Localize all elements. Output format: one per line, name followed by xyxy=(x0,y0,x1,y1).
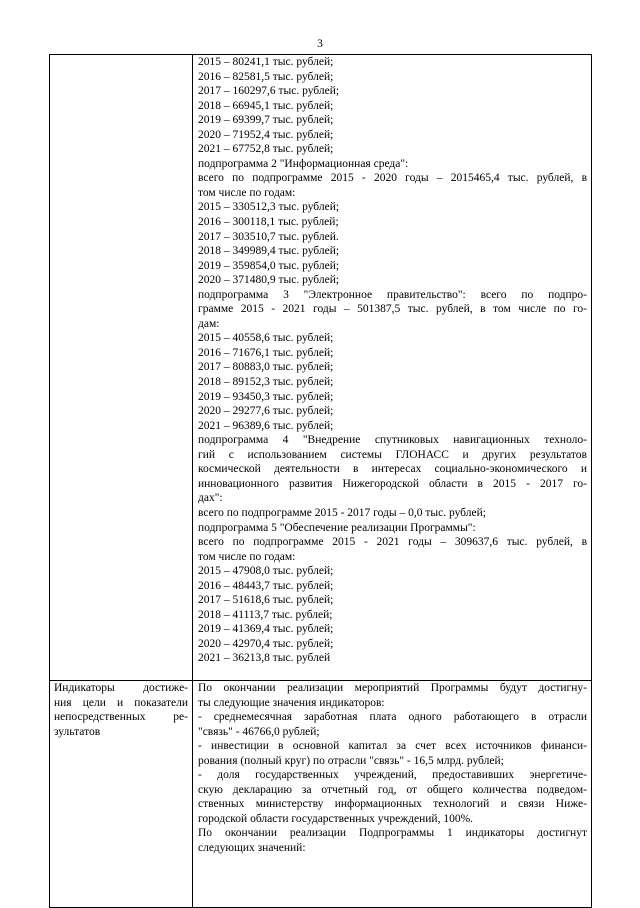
text-line: 2018 – 66945,1 тыс. рублей; xyxy=(198,99,334,112)
text-line: - инвестиции в основной капитал за счет всех источников финанси- xyxy=(198,740,587,753)
text-line: 2018 – 89152,3 тыс. рублей; xyxy=(198,376,334,389)
text-line: 2020 – 371480,9 тыс. рублей; xyxy=(198,274,340,287)
text-line: 2019 – 41369,4 тыс. рублей; xyxy=(198,623,334,636)
text-line: 2019 – 359854,0 тыс. рублей; xyxy=(198,259,340,272)
text-line: 2019 – 69399,7 тыс. рублей; xyxy=(198,114,334,127)
text-line: зультатов xyxy=(54,725,101,738)
text-line: всего по подпрограмме 2015 - 2020 годы – 2015465,4 тыс. рублей, в xyxy=(198,172,587,185)
text-line: 2021 – 67752,8 тыс. рублей; xyxy=(198,143,334,156)
text-line: 2017 – 80883,0 тыс. рублей; xyxy=(198,361,334,374)
text-line: грамме 2015 - 2021 годы – 501387,5 тыс. рублей, в том числе по го- xyxy=(198,303,587,316)
text-line: подпрограмма 4 "Внедрение спутниковых навигационных техноло- xyxy=(198,434,587,447)
text-line: 2016 – 71676,1 тыс. рублей; xyxy=(198,346,334,359)
text-line: гий с использованием системы ГЛОНАСС и других результатов xyxy=(198,448,587,461)
passport-table xyxy=(49,54,592,908)
text-line: ты следующие значения индикаторов: xyxy=(198,696,385,709)
text-line: 2015 – 330512,3 тыс. рублей; xyxy=(198,201,340,214)
indicators-text xyxy=(193,681,591,856)
text-line: космической деятельности в интересах социально-экономического и xyxy=(198,463,587,476)
left-cell xyxy=(50,681,193,908)
text-line: 2017 – 303510,7 тыс. рублей. xyxy=(198,230,339,243)
text-line: По окончании реализации Подпрограммы 1 индикаторы достигнут xyxy=(198,827,587,840)
text-line: 2020 – 42970,4 тыс. рублей; xyxy=(198,637,334,650)
text-line: 2017 – 160297,6 тыс. рублей; xyxy=(198,85,340,98)
table-row xyxy=(50,681,592,908)
text-line: 2015 – 40558,6 тыс. рублей; xyxy=(198,332,334,345)
indicators-label xyxy=(50,681,192,739)
text-line: 2016 – 82581,5 тыс. рублей; xyxy=(198,70,334,83)
right-cell xyxy=(193,681,592,908)
text-line: скую декларацию за отчетный год, от общего количества подведом- xyxy=(198,783,587,796)
text-line: городской области государственных учреждений, 100%. xyxy=(198,812,474,825)
text-line: 2018 – 349989,4 тыс. рублей; xyxy=(198,245,340,258)
text-line: ственных министерству информационных технологий и связи Ниже- xyxy=(198,798,587,811)
text-line: 2016 – 48443,7 тыс. рублей; xyxy=(198,579,334,592)
text-line: 2020 – 29277,6 тыс. рублей; xyxy=(198,405,334,418)
text-line: 2017 – 51618,6 тыс. рублей; xyxy=(198,594,334,607)
text-line: 2015 – 80241,1 тыс. рублей; xyxy=(198,56,334,68)
text-line: том числе по годам: xyxy=(198,186,296,199)
text-line: подпрограмма 2 "Информационная среда": xyxy=(198,157,409,170)
text-line: 2021 – 96389,6 тыс. рублей; xyxy=(198,419,334,432)
text-line: подпрограмма 5 "Обеспечение реализации Программы": xyxy=(198,521,476,534)
right-cell xyxy=(193,55,592,681)
left-cell xyxy=(50,55,193,681)
text-line: рования (полный круг) по отрасли "связь" - 16,5 млрд. рублей; xyxy=(198,754,504,767)
text-line: ния цели и показатели xyxy=(54,696,188,709)
text-line: 2021 – 36213,8 тыс. рублей xyxy=(198,652,331,665)
text-line: 2019 – 93450,3 тыс. рублей; xyxy=(198,390,334,403)
text-line: - доля государственных учреждений, предоставивших энергетиче- xyxy=(198,769,587,782)
table-row xyxy=(50,55,592,681)
text-line: инновационного развития Нижегородской области в 2015 - 2017 го- xyxy=(198,477,587,490)
text-line: всего по подпрограмме 2015 - 2017 годы – 0,0 тыс. рублей; xyxy=(198,506,486,519)
text-line: том числе по годам: xyxy=(198,550,296,563)
text-line: следующих значений: xyxy=(198,842,306,855)
financing-text xyxy=(193,55,591,666)
text-line: - среднемесячная заработная плата одного работающего в отрасли xyxy=(198,711,587,724)
text-line: 2020 – 71952,4 тыс. рублей; xyxy=(198,128,334,141)
text-line: 2015 – 47908,0 тыс. рублей; xyxy=(198,565,334,578)
text-line: По окончании реализации мероприятий Программы будут достигну- xyxy=(198,682,587,694)
text-line: всего по подпрограмме 2015 - 2021 годы – 309637,6 тыс. рублей, в xyxy=(198,536,587,549)
text-line: "связь" - 46766,0 рублей; xyxy=(198,725,320,738)
page-number: 3 xyxy=(317,38,323,50)
text-line: дам: xyxy=(198,317,220,330)
text-line: дах": xyxy=(198,492,223,505)
text-line: 2018 – 41113,7 тыс. рублей; xyxy=(198,608,333,621)
text-line: подпрограмма 3 "Электронное правительство": всего по подпро- xyxy=(198,288,587,301)
text-line: Индикаторы достиже- xyxy=(54,682,188,694)
text-line: 2016 – 300118,1 тыс. рублей; xyxy=(198,216,339,229)
text-line: непосредственных ре- xyxy=(54,711,188,724)
